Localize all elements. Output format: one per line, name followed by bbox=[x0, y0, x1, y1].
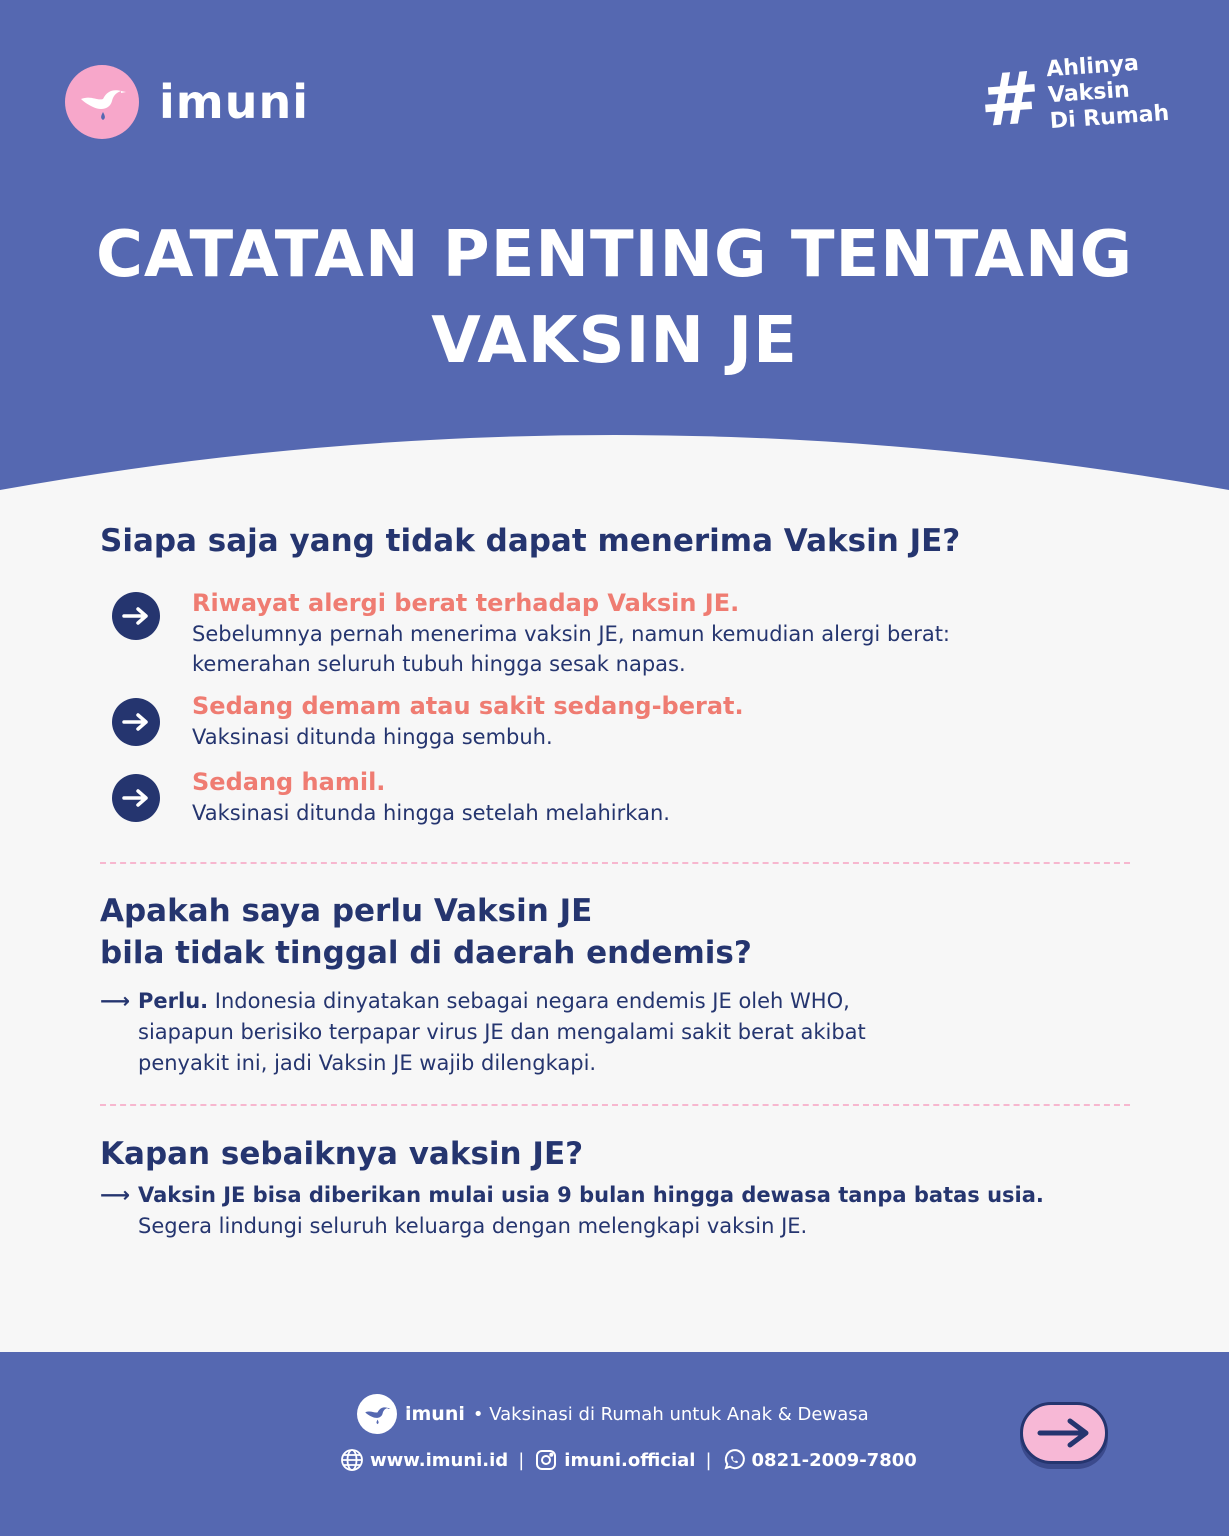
footer-slogan: • Vaksinasi di Rumah untuk Anak & Dewasa bbox=[472, 1403, 869, 1425]
tagline-text bbox=[1045, 49, 1170, 135]
website-link[interactable]: www.imuni.id bbox=[370, 1449, 509, 1471]
divider bbox=[100, 862, 1130, 864]
next-button[interactable] bbox=[1020, 1402, 1108, 1464]
answer-bold: Perlu. bbox=[138, 989, 209, 1013]
arrow-right-icon bbox=[112, 698, 160, 746]
section-3-heading: Kapan sebaiknya vaksin JE? bbox=[100, 1136, 584, 1172]
page-title-line-2: VAKSIN JE bbox=[431, 304, 798, 378]
item-title: Sedang demam atau sakit sedang-berat. bbox=[192, 692, 744, 720]
footer-contact-row bbox=[340, 1448, 917, 1472]
footer bbox=[0, 1352, 1229, 1536]
separator: | bbox=[705, 1449, 712, 1471]
item-description-line: kemerahan seluruh tubuh hingga sesak napas. bbox=[192, 652, 686, 676]
brand-logo[interactable] bbox=[65, 65, 309, 139]
footer-brand-name: imuni bbox=[405, 1403, 465, 1425]
arrow-right-icon: ⟶ bbox=[100, 1183, 131, 1207]
tagline-line-1: Ahlinya bbox=[1045, 50, 1140, 83]
stork-logo-icon bbox=[65, 65, 139, 139]
section-who-cannot bbox=[100, 520, 1140, 825]
item-description: Vaksinasi ditunda hingga setelah melahirkan. bbox=[192, 801, 670, 825]
answer-line: penyakit ini, jadi Vaksin JE wajib dilengkapi. bbox=[138, 1051, 597, 1075]
page-title bbox=[0, 212, 1229, 384]
page-title-line-1: CATATAN PENTING TENTANG bbox=[95, 218, 1134, 292]
answer-line: Segera lindungi seluruh keluarga dengan melengkapi vaksin JE. bbox=[138, 1214, 808, 1238]
section-endemic bbox=[100, 890, 1140, 974]
brand-name: imuni bbox=[159, 75, 309, 129]
whatsapp-number[interactable]: 0821-2009-7800 bbox=[751, 1449, 917, 1471]
footer-brand-row bbox=[357, 1394, 869, 1434]
answer-text bbox=[138, 986, 1038, 1079]
stork-logo-icon bbox=[357, 1394, 397, 1434]
divider bbox=[100, 1104, 1130, 1106]
instagram-icon bbox=[534, 1448, 558, 1472]
answer-line: siapapun berisiko terpapar virus JE dan mengalami sakit berat akibat bbox=[138, 1020, 866, 1044]
globe-icon bbox=[340, 1448, 364, 1472]
answer-line: Indonesia dinyatakan sebagai negara endemis JE oleh WHO, bbox=[208, 989, 850, 1013]
tagline-badge bbox=[977, 49, 1171, 143]
tagline-line-3: Di Rumah bbox=[1049, 100, 1171, 135]
arrow-right-icon bbox=[112, 774, 160, 822]
section-when bbox=[100, 1133, 1140, 1175]
section-2-heading bbox=[100, 890, 1140, 974]
section-2-heading-line-2: bila tidak tinggal di daerah endemis? bbox=[100, 935, 752, 971]
arrow-right-icon bbox=[112, 592, 160, 640]
separator: | bbox=[518, 1449, 525, 1471]
arrow-right-icon bbox=[1036, 1416, 1092, 1450]
section-1-heading: Siapa saja yang tidak dapat menerima Vaksin JE? bbox=[100, 523, 961, 559]
whatsapp-icon bbox=[722, 1448, 746, 1472]
item-title: Sedang hamil. bbox=[192, 768, 386, 796]
tagline-line-2: Vaksin bbox=[1047, 77, 1131, 109]
item-title: Riwayat alergi berat terhadap Vaksin JE. bbox=[192, 589, 740, 617]
answer-bold: Vaksin JE bisa diberikan mulai usia 9 bulan hingga dewasa tanpa batas usia. bbox=[138, 1183, 1044, 1207]
answer-text bbox=[138, 1180, 1098, 1242]
item-description-line: Sebelumnya pernah menerima vaksin JE, namun kemudian alergi berat: bbox=[192, 622, 950, 646]
item-description bbox=[192, 619, 1052, 679]
hashtag-symbol: # bbox=[977, 54, 1044, 143]
arrow-right-icon: ⟶ bbox=[100, 989, 131, 1013]
item-description: Vaksinasi ditunda hingga sembuh. bbox=[192, 725, 553, 749]
header-banner bbox=[0, 0, 1229, 520]
instagram-link[interactable]: imuni.official bbox=[564, 1449, 696, 1471]
header-curve-divider bbox=[0, 430, 1229, 520]
section-2-heading-line-1: Apakah saya perlu Vaksin JE bbox=[100, 893, 593, 929]
